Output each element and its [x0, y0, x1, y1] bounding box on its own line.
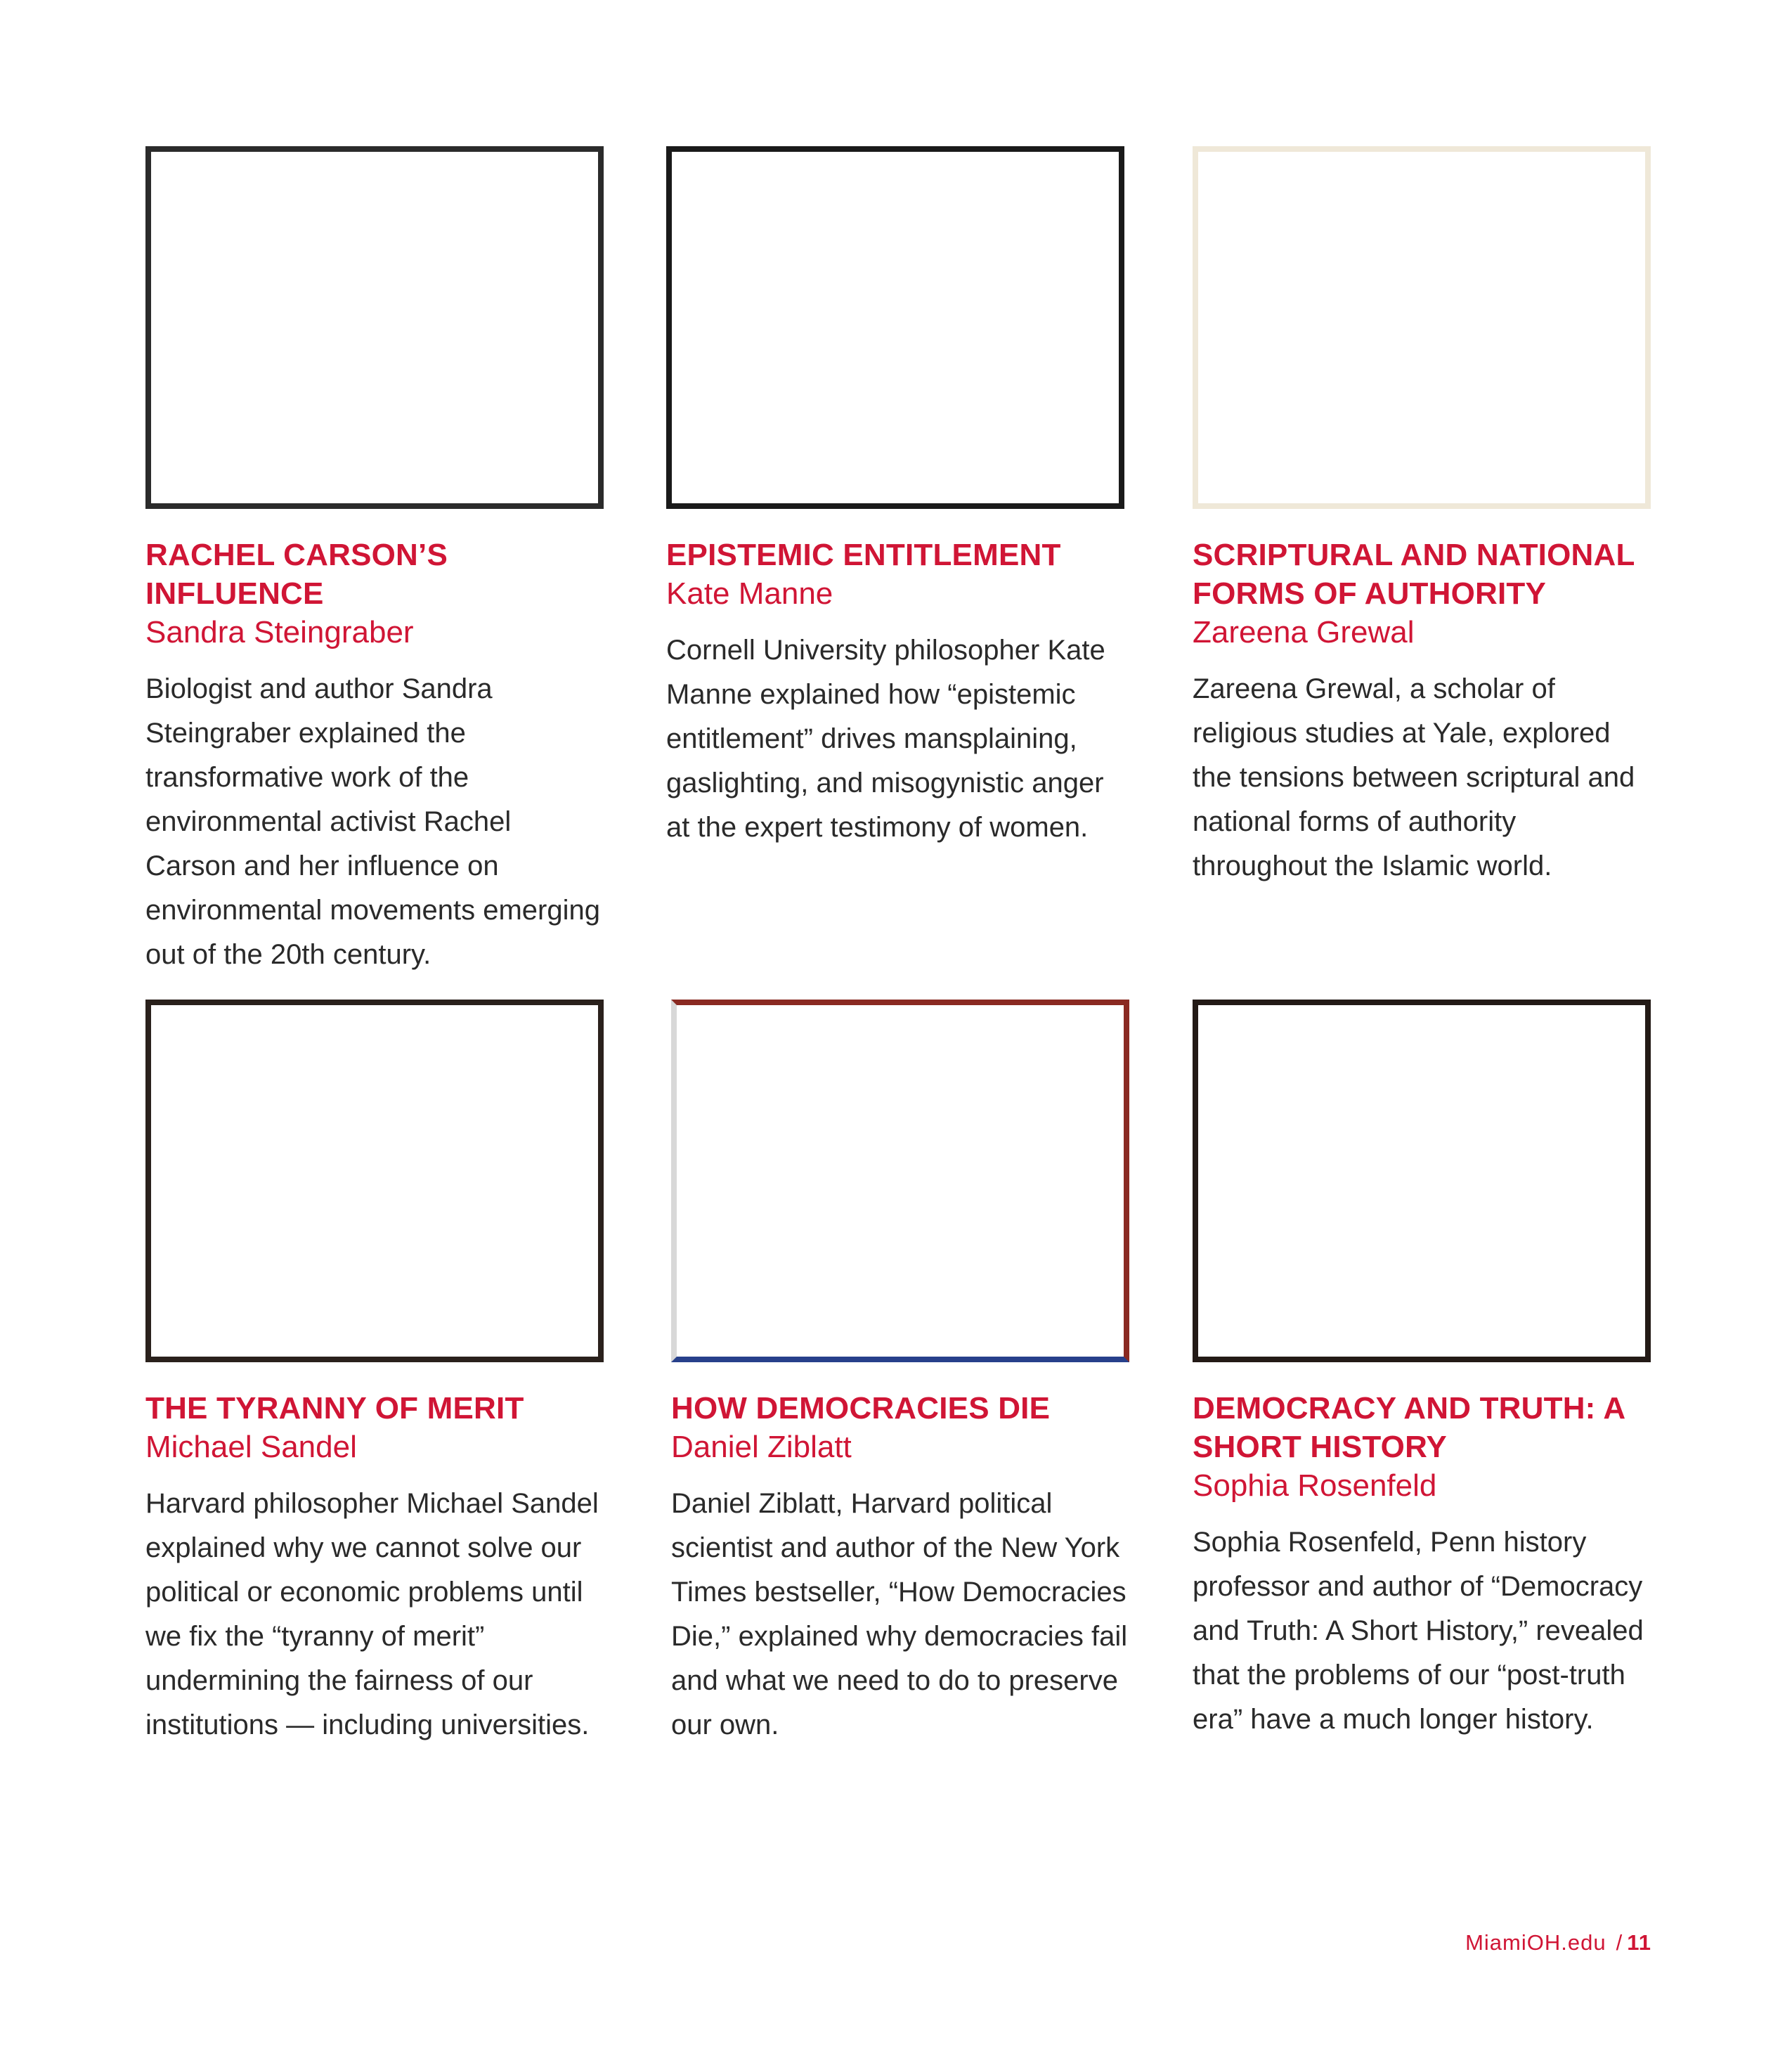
speaker-name: Daniel Ziblatt [671, 1430, 852, 1464]
speaker-photo [1193, 146, 1651, 509]
lecture-card-manne [666, 146, 1124, 850]
lecture-card-grewal [1193, 146, 1651, 888]
speaker-photo [666, 146, 1124, 509]
speaker-photo [145, 1000, 604, 1362]
lecture-title: EPISTEMIC ENTITLEMENT [666, 538, 1061, 572]
speaker-name: Zareena Grewal [1193, 615, 1415, 649]
speaker-photo [145, 146, 604, 509]
lecture-description: Biologist and author Sandra Steingraber explained the transformative work of the environmental activist Rachel Carson and her influence on environmental movements emerging out of the 20th century. [145, 673, 600, 970]
lecture-description: Daniel Ziblatt, Harvard political scientist and author of the New York Times bestseller, “How Democracies Die,” explained why democracies fail and what we need to do to preserve our own. [671, 1488, 1128, 1740]
lecture-title: RACHEL CARSON’S INFLUENCE [145, 538, 448, 611]
page-number: 11 [1627, 1930, 1651, 1955]
lecture-description: Sophia Rosenfeld, Penn history professor and author of “Democracy and Truth: A Short History,” revealed that the problems of our “post-truth era” have a much longer history. [1193, 1527, 1644, 1735]
lecture-title: HOW DEMOCRACIES DIE [671, 1391, 1051, 1425]
speaker-name: Kate Manne [666, 576, 833, 611]
page-footer [1465, 1930, 1651, 1955]
speaker-name: Sophia Rosenfeld [1193, 1468, 1437, 1503]
speaker-name: Sandra Steingraber [145, 615, 414, 649]
lecture-description: Cornell University philosopher Kate Manne explained how “epistemic entitlement” drives mansplaining, gaslighting, and misogynistic anger at the expert testimony of women. [666, 635, 1105, 843]
footer-separator: / [1616, 1930, 1623, 1955]
lecture-title: DEMOCRACY AND TRUTH: A SHORT HISTORY [1193, 1391, 1625, 1464]
speaker-photo [671, 1000, 1129, 1362]
footer-site-link[interactable]: MiamiOH.edu [1465, 1930, 1606, 1955]
speaker-photo [1193, 1000, 1651, 1362]
lecture-card-rosenfeld [1193, 1000, 1651, 1742]
lecture-card-carson [145, 146, 604, 977]
speaker-name: Michael Sandel [145, 1430, 357, 1464]
lecture-card-sandel [145, 1000, 604, 1747]
lecture-description: Harvard philosopher Michael Sandel explained why we cannot solve our political or economic problems until we fix the “tyranny of merit” undermining the fairness of our institutions — including universities. [145, 1488, 599, 1740]
lecture-title: THE TYRANNY OF MERIT [145, 1391, 524, 1425]
lecture-description: Zareena Grewal, a scholar of religious studies at Yale, explored the tensions between scriptural and national forms of authority throughout the Islamic world. [1193, 673, 1635, 881]
lecture-card-ziblatt [671, 1000, 1129, 1747]
lecture-title: SCRIPTURAL AND NATIONAL FORMS OF AUTHORITY [1193, 538, 1635, 611]
